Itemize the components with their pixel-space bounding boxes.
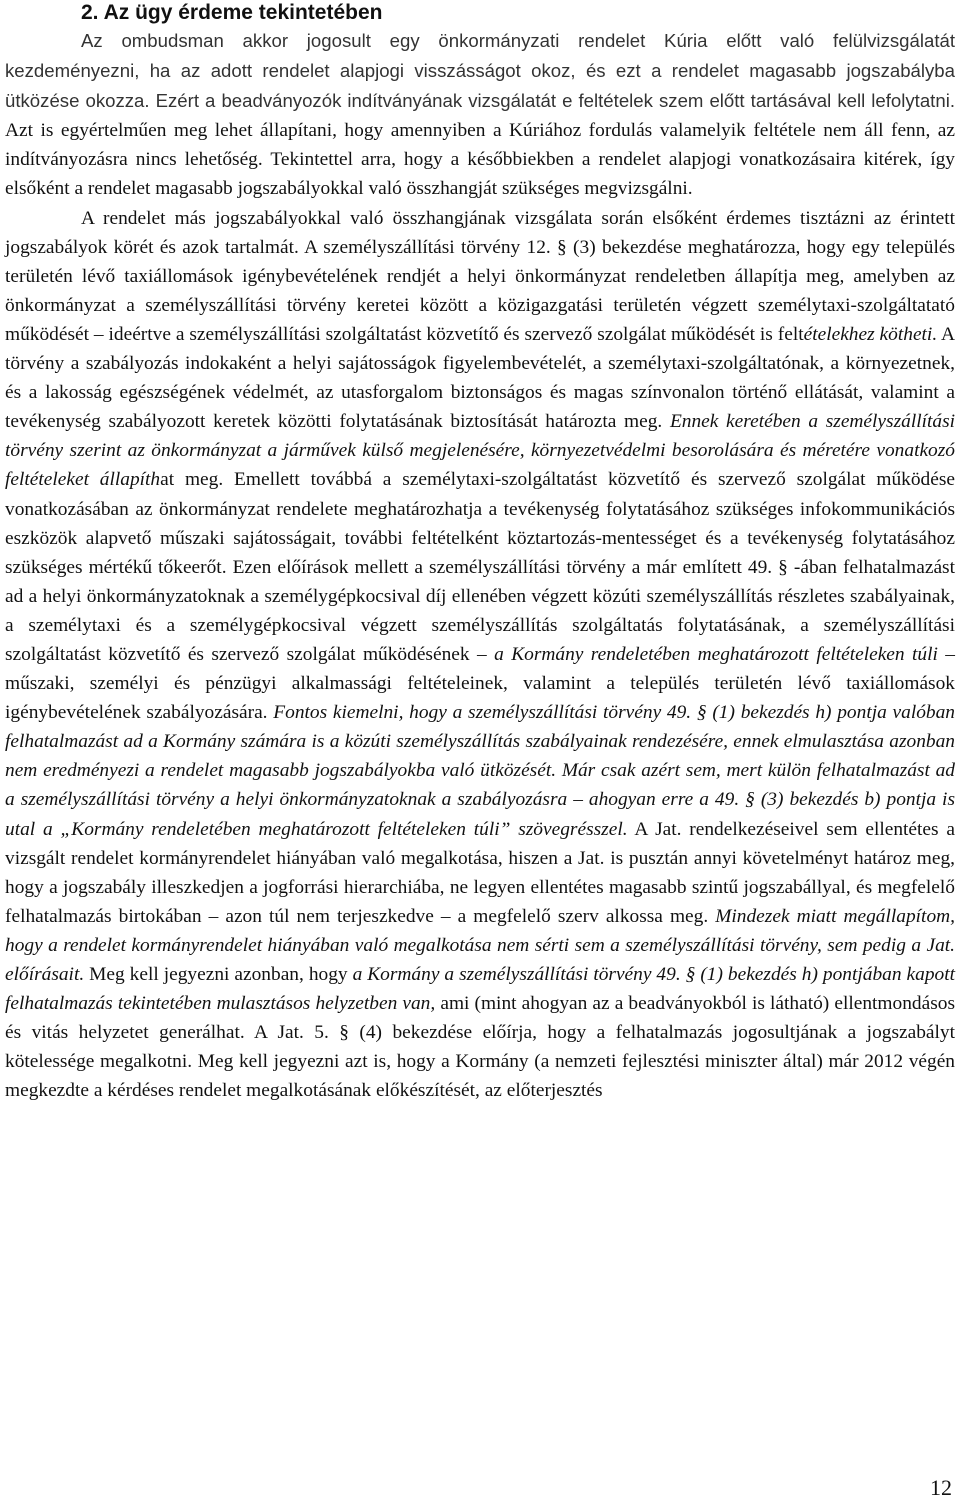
paragraph-2-text-6: Meg kell jegyezni azonban, hogy (84, 964, 353, 985)
paragraph-1-sentence-3: Tekintettel arra, hogy a későbbiekben a rendelet alapjogi vonatkozásaira kitérek, így elsőként a rendelet magasabb jogszabályokkal való összhangját szükséges megvizsgálni. (5, 149, 956, 200)
paragraph-2-italic-5: Mindezek miatt megállapít (715, 905, 927, 927)
paragraph-2-italic-7: a Kormány a személyszállítási törvény 49. § (1) bekezdés h) pontjában kapott felhatalmazás tekintetében mulasztásos helyzetben van, (5, 964, 955, 1015)
paragraph-2-italic-6: om, hogy a rendelet kormányrendelet hiányában való megalkotása nem sérti sem a személyszállítási törvény, sem pedig a Jat. előírásait. (5, 905, 955, 985)
paragraph-2-italic-1: ételekhez kötheti. (803, 323, 938, 345)
paragraph-2-text-1: A rendelet más jogszabályokkal való összhangjának vizsgálata során elsőként érdemes tisztázni az érintett jogszabályok körét és azok tartalmát. A személyszállítási törvény 12. § (3) bekezdése meghatározza, hogy egy település területén lévő taxiállomások igénybevételének rendjét a helyi önkormányzat rendeletben állapítja meg, amelyben az önkormányzat a személyszállítási törvény keretei között a közigazgatási területén végzett személytaxi-szolgáltatató működését – ideértve a személyszállítási szolgáltatást közvetítő és szervező szolgálat működését is felt (5, 207, 955, 345)
document-page (5, 0, 955, 1105)
paragraph-1-sentence-2: Azt is egyértelműen meg lehet állapítani, hogy amennyiben a Kúriához fordulás valamelyik feltétele nem áll fenn, az indítványozásra nincs lehetőség. (5, 120, 955, 171)
section-heading: 2. Az ügy érdeme tekintetében (81, 1, 383, 24)
paragraph-2-italic-4: Fontos kiemelni, hogy a személyszállítási törvény 49. § (1) bekezdés h) pontja valóban felhatalmazást ad a Kormány számára is a közúti személyszállítás szabályainak rendezésére, ennek elmulasztása azonban nem eredményezi a rendelet magasabb jogszabályokba való ütközését. Már csak azért sem, mert külön felhatalmazást ad a személyszállítási törvény a helyi önkormányzatoknak a szabályozásra – ahogyan erre a 49. § (3) bekezdés b) pontja is utal a „Kormány rendeletében meghatározott feltételeken túli” szövegrésszel. (5, 702, 956, 840)
paragraph-2-text-4: – műszaki, személyi és pénzügyi alkalmassági feltételeinek, valamint a település területén lévő taxiállomások igénybevételének szabályozására. (5, 643, 955, 724)
paragraph-2-text-5: A Jat. rendelkezéseivel sem ellentétes a vizsgált rendelet kormányrendelet hiányában való megalkotása, hiszen a Jat. is pusztán annyi követelményt határoz meg, hogy a jogszabály illeszkedjen a jogforrási hierarchiába, ne legyen ellentétes magasabb szintű jogszabállyal, és megfelelő felhatalmazás birtokában – azon túl nem terjeszkedve – a megfelelő szerv alkossa meg. (5, 818, 955, 927)
paragraph-2-text-3: at meg. Emellett továbbá a személytaxi-szolgáltatást közvetítő és szervező szolgálat működése vonatkozásában az önkormányzat rendelete meghatározhatja a tevékenység folytatásához szükséges infokommunikációs eszközök alapvető műszaki sajátosságait, további feltételként köztartozás-mentességet és a tevékenység folytatásához szükséges mértékű tőkeerőt. Ezen előírások mellett a személyszállítási törvény a már említett 49. § -ában felhatalmazást ad a helyi önkormányzatoknak a személygépkocsival díj ellenében végzett közúti személyszállítás részletes szabályainak, a személytaxi és a személygépkocsival végzett személyszállítás szolgáltatás folytatásának, a személyszállítási szolgáltatást közvetítő és szervező szolgálat működésének – (5, 469, 955, 665)
paragraph-2-italic-2: Ennek keretében a személyszállítási törvény szerint az önkormányzat a járművek külső megjelenésére, környezetvédelmi besorolására és méretére vonatkozó feltételeket állapíth (5, 411, 955, 491)
paragraph-2-text-2: A törvény a szabályozás indokaként a helyi sajátosságok figyelembevételét, a személytaxi-szolgáltatónak, a környezetnek, és a lakosság egészségének védelmét, az utasforgalom biztonságos és magas színvonalon történő ellátását, valamint a tevékenység szabályozott keretek közötti folytatásának biztosítását határozta meg. (5, 323, 956, 433)
page-number: 12 (930, 1475, 952, 1500)
paragraph-1-sentence-1: Az ombudsman akkor jogosult egy önkormányzati rendelet Kúria előtt való felülvizsgálatát kezdeményezni, ha az adott rendelet alapjogi visszásságot okoz, és ezt a rendelet magasabb jogszabályba ütközése okozza. Ezért a beadványozók indítványának vizsgálatát e feltételek szem előtt tartásával kell lefolytatni. (5, 30, 955, 112)
paragraph-2-text-7: ami (mint ahogyan az a beadványokból is látható) ellentmondásos és vitás helyzetet generálhat. A Jat. 5. § (4) bekezdése előírja, hogy a felhatalmazás jogosultjának a jogszabályt kötelessége megalkotni. Meg kell jegyezni azt is, hogy a Kormány (a nemzeti fejlesztési miniszter által) már 2012 végén megkezdte a kérdéses rendelet megalkotásának előkészítését, az előterjesztés (5, 993, 955, 1102)
paragraph-2 (5, 204, 955, 1106)
paragraph-1 (5, 26, 955, 204)
paragraph-2-italic-3: a Kormány rendeletében meghatározott feltételeken túli (494, 643, 938, 665)
